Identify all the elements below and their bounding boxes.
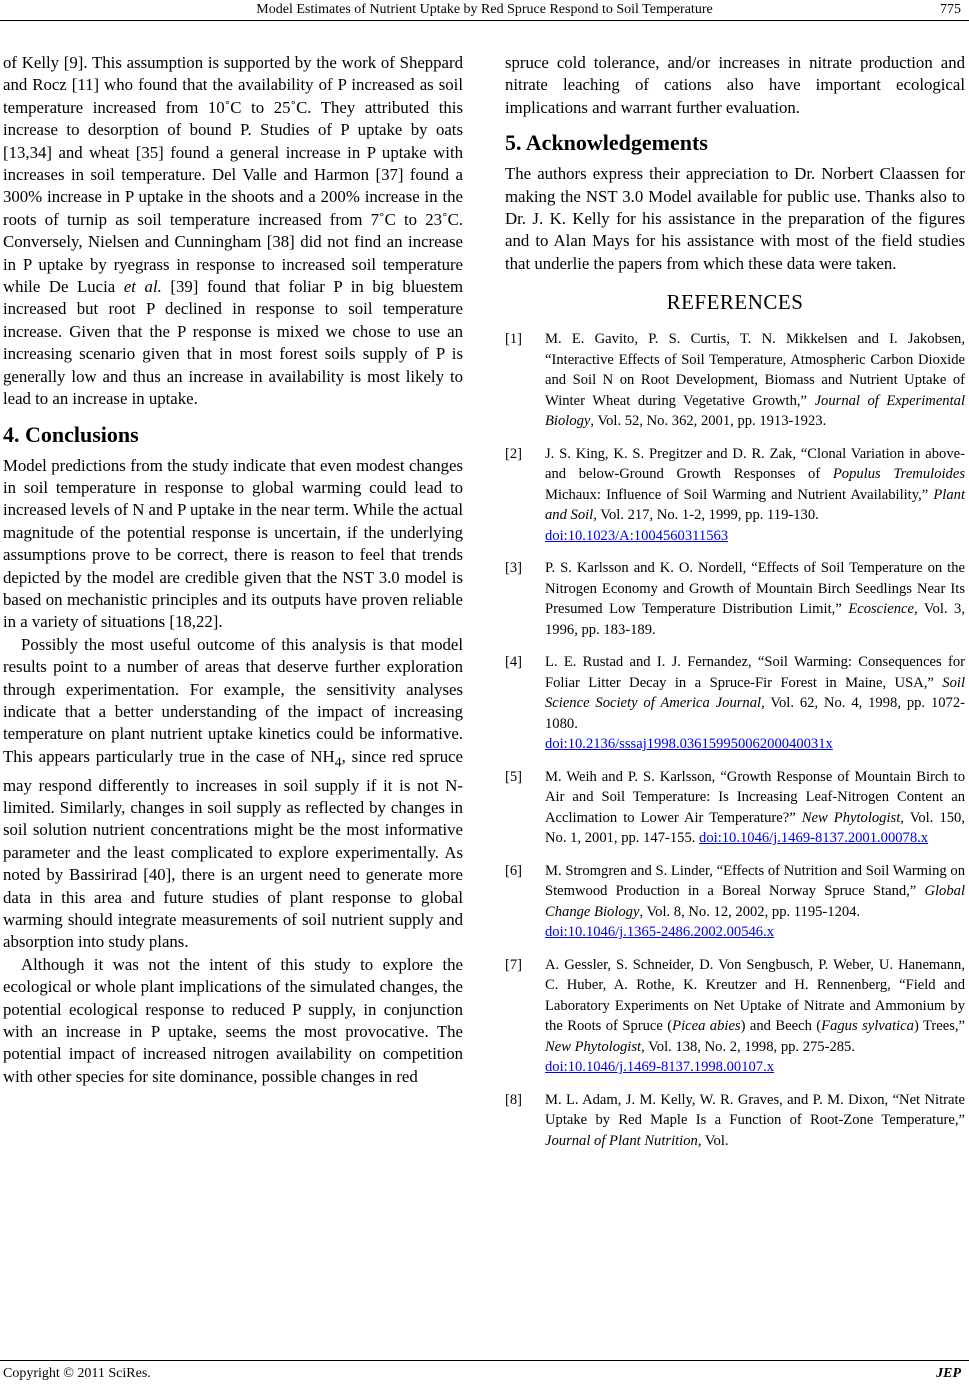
text-span: M. Stromgren and S. Linder, “Effects of Nutrition and Soil Warming on Stemwood Production in a Boreal Norway Spruce Stand,” bbox=[545, 862, 965, 900]
doi-link[interactable]: doi:10.1046/j.1365-2486.2002.00546.x bbox=[545, 924, 775, 941]
paragraph: Although it was not the intent of this study to explore the ecological or whole plant implications of the simulated changes, the potential ecological response to reduced P supply, in conjunction with an increase in P uptake, seems the most provocative. The potential impact of increased nitrogen availability on competition with other species for site dominance, possible changes in red bbox=[3, 954, 463, 1086]
text-span: , Vol. 138, No. 2, 1998, pp. 275-285. bbox=[641, 1038, 855, 1055]
doi-link[interactable]: doi:10.1046/j.1469-8137.2001.00078.x bbox=[699, 830, 929, 847]
reference-item bbox=[505, 861, 965, 943]
paragraph bbox=[3, 52, 463, 411]
footer-rule bbox=[0, 1360, 969, 1361]
doi-link[interactable]: doi:10.1046/j.1469-8137.1998.00107.x bbox=[545, 1059, 775, 1076]
paragraph: The authors express their appreciation to Dr. Norbert Claassen for making the NST 3.0 Model available for public use. Thanks also to Dr. J. K. Kelly for his assistance in the preparation of the figures and to Alan Mays for his assistance with most of the field studies that underlie the papers from which these data were taken. bbox=[505, 164, 965, 273]
paragraph bbox=[3, 634, 463, 954]
text-span: , since red spruce may respond differently to increases in soil supply if it is not N-limited. Similarly, changes in soil supply as reflected by changes in soil solution nutrient concentrations might be the most informative parameter and the least complicated to explore experimentally. As noted by Bassirirad [40], there is an urgent need to generate more data in this area and future studies of plant response to global warming should integrate measurements of soil nutrient supply and absorption into study plans. bbox=[3, 746, 463, 952]
copyright-notice: Copyright © 2011 SciRes. bbox=[3, 1366, 151, 1381]
reference-number: [8] bbox=[505, 1091, 523, 1108]
doi-link[interactable]: doi:10.1023/A:1004560311563 bbox=[545, 527, 729, 544]
right-column bbox=[505, 52, 965, 1163]
italic-text: Journal of Experimental Biology bbox=[545, 392, 965, 430]
section-heading-conclusions: 4. Conclusions bbox=[3, 421, 139, 447]
journal-abbreviation: JEP bbox=[936, 1366, 961, 1381]
italic-text: Picea abies bbox=[672, 1018, 741, 1035]
text-span: J. S. King, K. S. Pregitzer and D. R. Zak, “Clonal Variation in above- and below-Ground Growth Responses of bbox=[545, 445, 965, 483]
text-span: , Vol. 62, No. 4, 1998, pp. 1072-1080. bbox=[545, 695, 965, 732]
italic-text: New Phytologist bbox=[801, 809, 901, 826]
reference-list bbox=[505, 329, 965, 1151]
running-title: Model Estimates of Nutrient Uptake by Red Spruce Respond to Soil Temperature bbox=[256, 2, 713, 17]
text-span: , Vol. 52, No. 362, 2001, pp. 1913-1923. bbox=[590, 413, 827, 430]
running-head bbox=[0, 0, 969, 22]
reference-number: [7] bbox=[505, 956, 523, 973]
italic-text: Ecoscience bbox=[848, 601, 914, 618]
paragraph: spruce cold tolerance, and/or increases in nitrate production and nitrate leaching of cations also have important ecological implications and warrant further evaluation. bbox=[505, 53, 965, 117]
italic-text: Fagus sylvatica bbox=[821, 1018, 914, 1035]
reference-item bbox=[505, 955, 965, 1078]
section-heading-acknowledgements: 5. Acknowledgements bbox=[505, 130, 708, 156]
italic-text: Populus Tremuloides bbox=[832, 466, 965, 483]
italic-text: Plant and Soil bbox=[545, 486, 965, 524]
text-span: ) Trees,” bbox=[913, 1018, 966, 1035]
text-span: M. E. Gavito, P. S. Curtis, T. N. Mikkelsen and I. Jakobsen, “Interactive Effects of Soil Temperature, Atmospheric Carbon Dioxide and Soil N on Root Development, Biomass and Nutrient Uptake of Winter Wheat during Vegetative Growth,” bbox=[545, 331, 965, 409]
reference-item bbox=[505, 767, 965, 849]
reference-item bbox=[505, 1090, 965, 1152]
reference-number: [5] bbox=[505, 768, 523, 785]
text-span: M. L. Adam, J. M. Kelly, W. R. Graves, and P. M. Dixon, “Net Nitrate Uptake by Red Maple Is a Function of Root-Zone Temperature,” bbox=[545, 1091, 965, 1129]
text-span: , Vol. bbox=[697, 1132, 729, 1149]
italic-text: Soil Science Society of America Journal bbox=[545, 674, 965, 712]
italic-text: Global Change Biology bbox=[545, 883, 965, 920]
text-span: L. E. Rustad and I. J. Fernandez, “Soil Warming: Consequences for Foliar Litter Decay in a Spruce-Fir Forest in Maine, USA,” bbox=[545, 654, 965, 691]
reference-number: [4] bbox=[505, 654, 523, 671]
text-span: [39] found that foliar P in big bluestem increased but root P declined in response to soil temperature increase. Given that the P response is mixed we chose to use an increasing scenario given that in most forest soils supply of P is generally low and thus an increase in availability is most likely to lead to an increase in uptake. bbox=[3, 277, 463, 409]
reference-item bbox=[505, 329, 965, 432]
page-number: 775 bbox=[940, 2, 961, 17]
text-span: of Kelly [9]. This assumption is supported by the work of Sheppard and Rocz [11] who found that the availability of P increased as soil temperature increased from 10˚C to 25˚C. They attributed this increase to desorption of bound P. Studies of P uptake by oats [13,34] and wheat [35] found a general increase in P uptake with increases in soil temperature. Del Valle and Harmon [37] found a 300% increase in P uptake in the shoots and a 200% increase in the roots of turnip as soil temperature increased from 7˚C to 23˚C. Conversely, Nielsen and Cunningham [38] did not find an increase in P uptake by ryegrass in response to increased soil temperature while De Lucia bbox=[3, 53, 463, 297]
text-span: Possibly the most useful outcome of this analysis is that model results point to a number of areas that deserve further exploration through experimentation. For example, the sensitivity analyses indicate that a better understanding of the impact of increasing temperature on plant nutrient uptake kinetics could be informative. This appears particularly true in the case of NH bbox=[3, 634, 463, 766]
text-span: Michaux: Influence of Soil Warming and Nutrient Availability,” bbox=[545, 486, 934, 503]
reference-item bbox=[505, 444, 965, 547]
text-span: , Vol. 8, No. 12, 2002, pp. 1195-1204. bbox=[639, 903, 861, 920]
left-column bbox=[3, 52, 463, 1088]
reference-number: [2] bbox=[505, 445, 523, 462]
reference-number: [3] bbox=[505, 560, 523, 577]
italic-text: Journal of Plant Nutrition bbox=[545, 1132, 698, 1149]
reference-item bbox=[505, 652, 965, 755]
italic-text: New Phytologist bbox=[545, 1038, 642, 1055]
subscript: 4 bbox=[334, 755, 342, 771]
reference-item bbox=[505, 558, 965, 640]
text-span: P. S. Karlsson and K. O. Nordell, “Effects of Soil Temperature on the Nitrogen Economy and Growth of Mountain Birch Seedlings Near Its Presumed Low Temperature Distribution Limit,” bbox=[545, 560, 965, 618]
text-span: , Vol. 3, 1996, pp. 183-189. bbox=[545, 601, 965, 638]
text-span: M. Weih and P. S. Karlsson, “Growth Response of Mountain Birch to Air and Soil Temperature: Is Increasing Leaf-Nitrogen Content an Acclimation to Lower Air Temperature?” bbox=[545, 768, 965, 826]
text-span: , Vol. 150, No. 1, 2001, pp. 147-155. bbox=[545, 809, 965, 847]
text-span: ) and Beech ( bbox=[740, 1018, 822, 1035]
references-heading: REFERENCES bbox=[666, 290, 804, 315]
paragraph: Model predictions from the study indicate that even modest changes in soil temperature in response to global warming could lead to increased levels of N and P uptake in the near term. While the actual magnitude of the potential response is uncertain, if the underlying assumptions prove to be correct, there is reason to feel that trends depicted by the model are credible given that the NST 3.0 model is based on mechanistic principles and its outputs have proven reliable in a variety of situations [18,22]. bbox=[3, 455, 463, 632]
italic-text: et al. bbox=[123, 277, 162, 297]
header-rule bbox=[0, 20, 969, 21]
doi-link[interactable]: doi:10.2136/sssaj1998.03615995006200040031x bbox=[545, 736, 833, 753]
text-span: , Vol. 217, No. 1-2, 1999, pp. 119-130. bbox=[593, 507, 819, 524]
reference-number: [6] bbox=[505, 862, 523, 879]
text-span: A. Gessler, S. Schneider, D. Von Sengbusch, P. Weber, U. Hanemann, C. Huber, A. Rothe, K. Kreutzer and H. Rennenberg, “Field and Laboratory Experiments on Net Uptake of Nitrate and Ammonium by the Roots of Spruce ( bbox=[545, 956, 965, 1035]
page-footer bbox=[0, 1360, 969, 1386]
reference-number: [1] bbox=[505, 331, 523, 348]
